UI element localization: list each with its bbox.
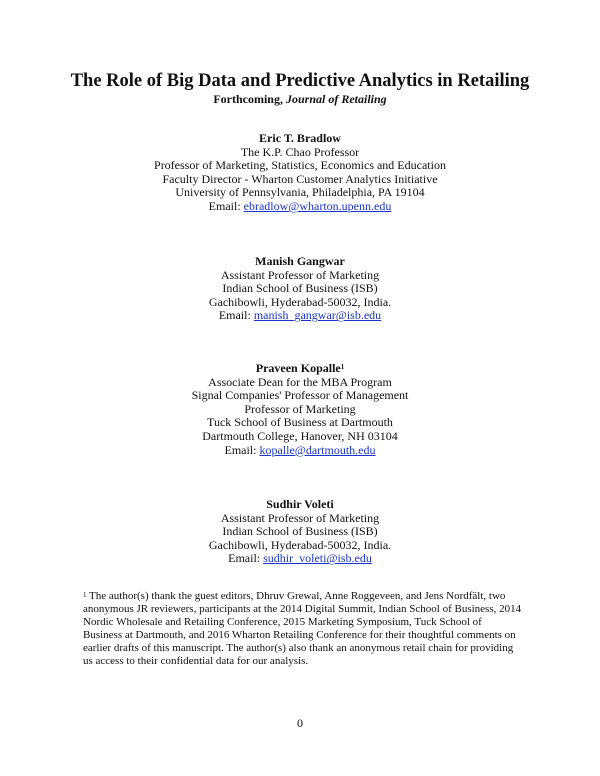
- footnote: [83, 590, 523, 669]
- email-label: Email:: [208, 198, 244, 213]
- page-number: 0: [297, 716, 303, 730]
- author-affiliation-line: University of Pennsylvania, Philadelphia, PA 19104: [175, 185, 425, 200]
- author-email-link[interactable]: ebradlow@wharton.upenn.edu: [243, 198, 392, 213]
- email-label: Email:: [228, 551, 264, 566]
- author-affiliation-line: The K.P. Chao Professor: [240, 144, 360, 159]
- author-email-link[interactable]: manish_gangwar@isb.edu: [253, 308, 382, 323]
- author-affiliation-line: Assistant Professor of Marketing: [220, 510, 380, 525]
- author-affiliation-line: Faculty Director - Wharton Customer Analytics Initiative: [162, 171, 438, 186]
- author-affiliation-line: Indian School of Business (ISB): [222, 281, 378, 296]
- author-block: [0, 132, 600, 214]
- author-email-line: [0, 444, 600, 458]
- author-email-link[interactable]: kopalle@dartmouth.edu: [259, 442, 376, 457]
- author-block: [0, 498, 600, 566]
- author-email-line: [0, 309, 600, 323]
- paper-subtitle: [0, 92, 600, 106]
- author-name: Manish Gangwar: [255, 254, 345, 268]
- author-affiliation-line: Professor of Marketing, Statistics, Economics and Education: [154, 158, 446, 173]
- author-name: Praveen Kopalle$^1$: [255, 361, 345, 375]
- author-affiliation-line: Indian School of Business (ISB): [222, 524, 378, 539]
- footnote-marker: 1: [340, 363, 345, 371]
- author-affiliation-line: Professor of Marketing: [244, 401, 356, 416]
- subtitle-prefix: Forthcoming,: [213, 92, 286, 106]
- author-block: [0, 362, 600, 457]
- paper-title: The Role of Big Data and Predictive Analytics in Retailing: [70, 71, 530, 91]
- email-label: Email:: [224, 442, 260, 457]
- author-affiliation-line: Assistant Professor of Marketing: [220, 267, 380, 282]
- journal-name: Journal of Retailing: [285, 92, 387, 106]
- author-affiliation-line: Tuck School of Business at Dartmouth: [207, 415, 393, 430]
- author-name: Eric T. Bradlow: [259, 131, 341, 145]
- author-affiliation-line: Gachibowli, Hyderabad-50032, India.: [208, 537, 392, 552]
- author-name: Sudhir Voleti: [266, 497, 334, 511]
- footnote-marker: 1: [83, 591, 87, 599]
- author-email-link[interactable]: sudhir_voleti@isb.edu: [263, 551, 372, 566]
- author-block: [0, 255, 600, 323]
- footnote-text: The author(s) thank the guest editors, Dhruv Grewal, Anne Roggeveen, and Jens Nordfält, two anonymous JR reviewers, participants at the 2014 Digital Summit, Indian School of Business, 2014 Nordic Wholesale and Retailing Conference, 2015 Marketing Symposium, Tuck School of Business at Dartmouth, and 2016 Wharton Retailing Conference for their thoughtful comments on earlier drafts of this manuscript. The author(s) also thank an anonymous retail chain for providing us access to their confidential data for our analysis.: [83, 590, 522, 668]
- author-affiliation-line: Gachibowli, Hyderabad-50032, India.: [208, 294, 392, 309]
- author-email-line: [0, 200, 600, 214]
- author-affiliation-line: Associate Dean for the MBA Program: [208, 374, 392, 389]
- author-affiliation-line: Dartmouth College, Hanover, NH 03104: [202, 428, 398, 443]
- author-affiliation-line: Signal Companies' Professor of Management: [191, 388, 409, 403]
- email-label: Email:: [218, 308, 254, 323]
- author-email-line: [0, 552, 600, 566]
